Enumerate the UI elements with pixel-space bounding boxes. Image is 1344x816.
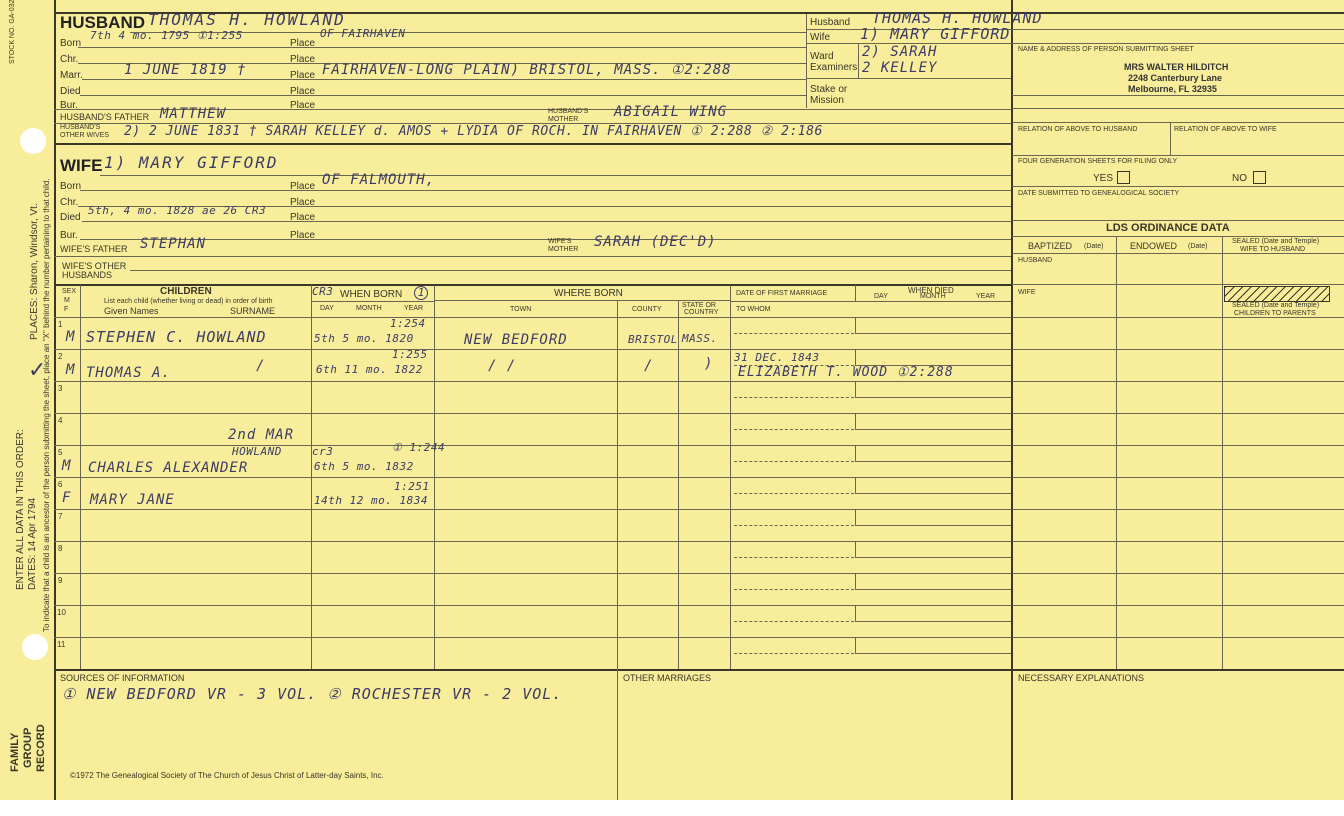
child-5-sex: M — [62, 458, 72, 474]
order-note-line1: ENTER ALL DATA IN THIS ORDER: — [15, 429, 26, 590]
row-number: 8 — [58, 544, 63, 553]
wife-bur-label: Bur. — [60, 230, 78, 241]
wife-born-place-label: Place — [290, 181, 316, 192]
other-marriages-label: OTHER MARRIAGES — [623, 673, 712, 683]
first-marriage-label: DATE OF FIRST MARRIAGE — [736, 290, 828, 297]
husband-born-place-label: Place — [290, 38, 316, 49]
husband-bur-place-label: Place — [290, 100, 316, 111]
child-2-town-mark: / / — [488, 358, 517, 374]
when-born-source: 1 — [414, 286, 428, 300]
husband-mother: ABIGAIL WING — [614, 104, 728, 120]
husband-right-divider — [806, 12, 807, 108]
child-5-marriage-note: 2nd MAR — [228, 427, 295, 443]
submitter-label: NAME & ADDRESS OF PERSON SUBMITTING SHEET — [1018, 46, 1194, 53]
lds-husband-row-label: HUSBAND — [1018, 257, 1053, 264]
lds-wife-row-label: WIFE — [1018, 289, 1036, 296]
wife-bur-place-label: Place — [290, 230, 316, 241]
children-instruction: List each child (whether living or dead) in order of birth — [104, 298, 273, 305]
ward-label: Ward — [810, 51, 834, 62]
submitter-city: Melbourne, FL 32935 — [1128, 84, 1217, 94]
wife-died-place-label: Place — [290, 212, 316, 223]
husband-marr: 1 JUNE 1819 † — [124, 62, 247, 78]
husband-name: THOMAS H. HOWLAND — [148, 10, 346, 29]
sources-label: SOURCES OF INFORMATION — [60, 673, 185, 683]
husband-marr-label: Marr. — [60, 70, 83, 81]
husband-father: MATTHEW — [160, 106, 227, 122]
sources-of-information: ① NEW BEDFORD VR - 3 VOL. ② ROCHESTER VR - 2 VOL. — [62, 685, 563, 703]
child-5-ref: ① 1:244 — [392, 441, 446, 454]
husband-chr-label: Chr. — [60, 54, 79, 65]
child-1-sex: M — [66, 329, 76, 345]
child-2-born: 6th 11 mo. 1822 — [316, 363, 423, 376]
wife-died: 5th, 4 mo. 1828 ae 26 CR3 — [88, 204, 267, 217]
where-born-label: WHERE BORN — [554, 288, 623, 299]
sealed-wife-label-1: SEALED (Date and Temple) — [1232, 238, 1320, 245]
right-panel-divider — [1011, 0, 1013, 800]
husband-died-label: Died — [60, 86, 81, 97]
husband-born: 7th 4 mo. 1795 ①1:255 — [90, 29, 243, 42]
child-5-surname: HOWLAND — [232, 445, 282, 458]
other-wives-label-1: HUSBAND'S — [60, 124, 101, 131]
row-number: 10 — [57, 608, 66, 617]
wife-father: STEPHAN — [140, 236, 207, 252]
row-number: 11 — [57, 640, 66, 649]
child-2-ref: 1:255 — [392, 348, 428, 361]
date-submitted-label: DATE SUBMITTED TO GENEALOGICAL SOCIETY — [1018, 190, 1180, 197]
record-label: RECORD — [35, 724, 47, 772]
wife-other-husbands-label-2: HUSBANDS — [62, 270, 113, 280]
husband-marr-place: FAIRHAVEN-LONG PLAIN) BRISTOL, MASS. ①2:288 — [322, 62, 732, 78]
relation-wife-label: RELATION OF ABOVE TO WIFE — [1174, 126, 1277, 133]
sealed-wife-label-2: WIFE TO HUSBAND — [1240, 246, 1306, 253]
cr3-note: CR3 — [312, 285, 334, 298]
copyright: ©1972 The Genealogical Society of The Church of Jesus Christ of Latter-day Saints, Inc. — [70, 771, 384, 780]
wife-born-label: Born — [60, 181, 82, 192]
husband-bur-label: Bur. — [60, 100, 78, 111]
explanations-label: NECESSARY EXPLANATIONS — [1018, 673, 1145, 683]
husband-died-place-label: Place — [290, 86, 316, 97]
punch-hole-top — [20, 128, 46, 154]
panel-husband-name: THOMAS H. HOWLAND — [872, 9, 1043, 27]
wife-chr-label: Chr. — [60, 197, 79, 208]
wife-died-label: Died — [60, 212, 81, 223]
row-number: 5 — [58, 448, 63, 457]
child-1-county: BRISTOL — [628, 333, 678, 346]
child-1-name: STEPHEN C. HOWLAND — [86, 328, 267, 346]
children-heading: CHILDREN — [160, 286, 212, 297]
child-2-name: THOMAS A. — [86, 365, 171, 381]
wife-mother-label-1: WIFE'S — [548, 238, 572, 245]
ward-value: 2) SARAH — [862, 44, 938, 60]
to-whom-label: TO WHOM — [736, 306, 771, 313]
lds-ordinance-title: LDS ORDINANCE DATA — [1106, 222, 1230, 234]
wife-chr-place-label: Place — [290, 197, 316, 208]
child-6-ref: 1:251 — [394, 480, 430, 493]
husband-born-place: OF FAIRHAVEN — [320, 27, 406, 40]
wife-other-husbands-label-1: WIFE'S OTHER — [62, 261, 127, 271]
yes-label: YES — [1093, 173, 1114, 184]
examiners-value: 2 KELLEY — [862, 60, 938, 76]
husband-father-label: HUSBAND'S FATHER — [60, 112, 150, 122]
child-1-town: NEW BEDFORD — [464, 332, 568, 348]
hatched-box — [1224, 286, 1330, 302]
child-2-marriage-date: 31 DEC. 1843 — [734, 351, 820, 364]
child-2-spouse: ELIZABETH T. WOOD ①2:288 — [738, 365, 954, 380]
panel-husband-label: Husband — [810, 17, 851, 28]
places-note: PLACES: Sharon, Windsor, Vt. — [29, 203, 40, 340]
row-number: 1 — [58, 320, 63, 329]
no-checkbox[interactable] — [1253, 171, 1266, 184]
husband-heading: HUSBAND — [60, 13, 145, 32]
child-1-born: 5th 5 mo. 1820 — [314, 332, 414, 345]
husband-mother-label-1: HUSBAND'S — [548, 108, 589, 115]
sealed-children-label-2: CHILDREN TO PARENTS — [1234, 310, 1316, 317]
wife-mother-label-2: MOTHER — [548, 246, 579, 253]
husband-born-label: Born — [60, 38, 82, 49]
other-wives-label-2: OTHER WIVES — [60, 132, 110, 139]
no-label: NO — [1232, 173, 1247, 184]
wife-heading: WIFE — [60, 156, 103, 175]
child-1-state: MASS. — [682, 332, 718, 345]
child-2-surname-mark: / — [256, 358, 266, 374]
stake-label-2: Mission — [810, 95, 844, 106]
child-5-cr: cr3 — [312, 445, 334, 458]
submitter-name: MRS WALTER HILDITCH — [1124, 62, 1229, 72]
yes-checkbox[interactable] — [1117, 171, 1130, 184]
child-5-born: 6th 5 mo. 1832 — [314, 460, 414, 473]
wife-born-place: OF FALMOUTH, — [322, 172, 436, 188]
husband-chr-place-label: Place — [290, 54, 316, 65]
child-2-sex: M — [66, 362, 76, 378]
given-names-label: Given Names — [104, 306, 159, 316]
when-died-label: WHEN DIED — [908, 286, 954, 295]
row-number: 2 — [58, 352, 63, 361]
punch-hole-bottom — [22, 634, 48, 660]
wife-name: 1) MARY GIFFORD — [104, 153, 279, 172]
panel-wife-label: Wife — [810, 32, 830, 43]
left-border — [54, 0, 56, 800]
surname-label: SURNAME — [230, 306, 276, 316]
child-5-name: CHARLES ALEXANDER — [88, 460, 249, 476]
row-number: 7 — [58, 512, 63, 521]
family-label: FAMILY — [9, 732, 21, 772]
panel-wife-name: 1) MARY GIFFORD — [860, 25, 1011, 43]
sealed-children-label-1: SEALED (Date and Temple) — [1232, 302, 1320, 309]
child-6-name: MARY JANE — [90, 492, 175, 508]
child-2-state-mark: ) — [704, 356, 714, 372]
sex-label: SEX — [62, 288, 77, 295]
order-note-line2: DATES: 14 Apr 1794 — [27, 497, 38, 590]
four-gen-label: FOUR GENERATION SHEETS FOR FILING ONLY — [1018, 158, 1178, 165]
examiners-label: Examiners: — [810, 62, 861, 73]
relation-husband-label: RELATION OF ABOVE TO HUSBAND — [1018, 126, 1138, 133]
row-number: 4 — [58, 416, 63, 425]
child-2-county-mark: / — [644, 358, 654, 374]
stock-number: STOCK NO. GA-032 — [9, 0, 16, 64]
husband-marr-place-label: Place — [290, 70, 316, 81]
when-born-label: WHEN BORN — [340, 289, 403, 300]
child-6-sex: F — [62, 490, 72, 506]
wife-mother: SARAH (DEC'D) — [594, 234, 717, 250]
submitter-street: 2248 Canterbury Lane — [1128, 73, 1223, 83]
husband-mother-label-2: MOTHER — [548, 116, 579, 123]
family-group-record-form: STOCK NO. GA-032 PLACES: Sharon, Windsor, Vt. ENTER ALL DATA IN THIS ORDER: DATES: 14 Apr 1794 To indicate that a child is an ancestor of the person submitting the sheet, place an "X" behind the number pertaining to that child. ✓ FAMILY GROUP RECORD HUSBAND THOMAS H. HOWLAND Born 7th 4 mo. 1795 ①1:255 Place OF FAIRHAVEN Chr. Place Marr. 1 JUNE 1819 † Place FAIRHAVEN-LONG PLAIN) BRISTOL, MASS. ①2:288 Died Place Bur. Place HUSBAND'S FATHER MATTHEW HUSBAND'S MOTHER ABIGAIL WING HUSBAND'S OTHER WIVES 2) 2 JUNE 1831 † SARAH KELLEY d. AMOS + LYDIA OF ROCH. IN FAIRHAVEN ① 2:288 ② 2:186 WIFE 1) MARY GIFFORD Born Place OF FALMOUTH, Chr. Place Died 5th, 4 mo. 1828 ae 26 CR3 Place Bur. Place WIFE'S FATHER STEPHAN WIFE'S MOTHER SARAH (DEC'D) WIFE'S OTHER HUSBANDS SEX M F CHILDREN List each child (whether living or dead) in order of birth Given Names SURNAME CR3 WHEN BORN 1 DAY MONTH YEAR WHERE BORN TOWN COUNTY STATE OR COUNTRY DATE OF FIRST MARRIAGE TO WHOM WHEN DIED DAY MONTH YEAR 1 2 3 4 5 6 7 8 9 10 11 M STEPHEN C. HOWLAND 1:254 5th 5 mo. 1820 NEW BEDFORD BRISTOL MASS. M THOMAS A. / 1:255 6th 11 mo. 1822 / / / ) 31 DEC. 1843 ELIZABETH T. WOOD ①2:288 2nd MAR HOWLAND cr3 ① 1:244 M CHARLES ALEXANDER 6th 5 mo. 1832 F MARY JANE 1:251 14th 12 mo. 1834 SOURCES OF INFORMATION ① NEW BEDFORD VR - 3 VOL. ② ROCHESTER VR - 2 VOL. OTHER MARRIAGES ©1972 The Genealogical Society of The Church of Jesus Christ of Latter-day Saints, Inc. Husband THOMAS H. HOWLAND Wife 1) MARY GIFFORD Ward Examiners: 2) SARAH 2 KELLEY Stake or Mission NAME & ADDRESS OF PERSON SUBMITTING SHEET MRS WALTER HILDITCH 2248 Canterbury Lane Melbourne, FL 32935 RELATION OF ABOVE TO HUSBAND RELATION OF ABOVE TO WIFE FOUR GENERATION SHEETS FOR FILING ONLY YES NO DATE SUBMITTED TO GENEALOGICAL SOCIETY LDS ORDINANCE DATA BAPTIZED (Date) ENDOWED (Date) SEALED (Date and Temple) WIFE TO HUSBAND HUSBAND WIFE SEALED (Date and Temple) CHILDREN TO PARENTS NECESSARY EXPLANATIONS — [0, 0, 1344, 800]
row-number: 6 — [58, 480, 63, 489]
child-1-ref: 1:254 — [390, 317, 426, 330]
stake-label-1: Stake or — [810, 84, 848, 95]
check-mark: ✓ — [28, 358, 47, 383]
child-6-born: 14th 12 mo. 1834 — [314, 494, 428, 507]
wife-father-label: WIFE'S FATHER — [60, 244, 128, 254]
baptized-label: BAPTIZED — [1028, 241, 1073, 251]
ancestor-indicator-note: To indicate that a child is an ancestor of the person submitting the sheet, place an "X" behind the number pertaining to that child. — [42, 178, 51, 632]
row-number: 9 — [58, 576, 63, 585]
row-number: 3 — [58, 384, 63, 393]
group-label: GROUP — [22, 727, 34, 768]
endowed-label: ENDOWED — [1130, 241, 1177, 251]
husband-other-wives: 2) 2 JUNE 1831 † SARAH KELLEY d. AMOS + LYDIA OF ROCH. IN FAIRHAVEN ① 2:288 ② 2:186 — [124, 124, 823, 139]
